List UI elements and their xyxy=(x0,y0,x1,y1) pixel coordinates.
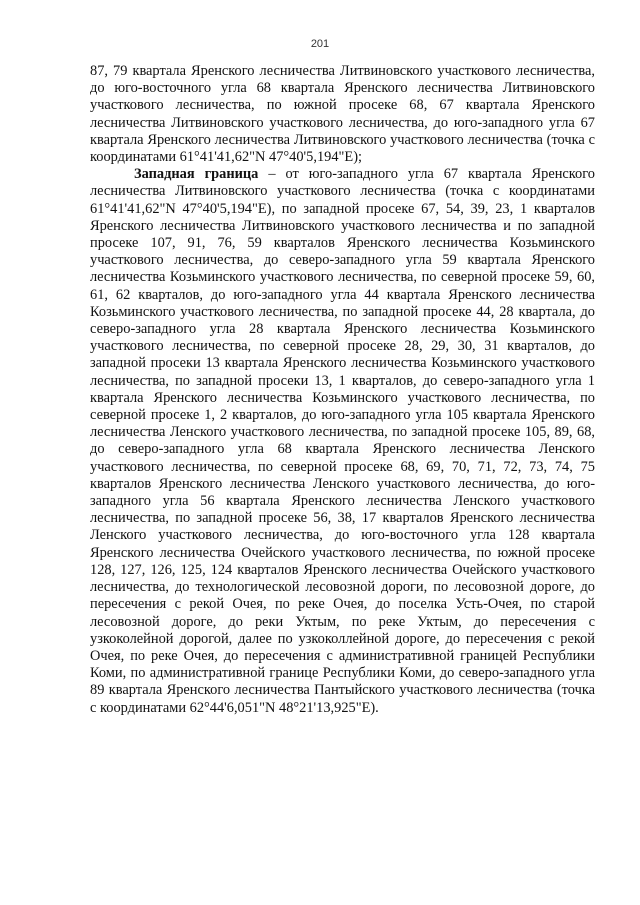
document-body xyxy=(90,63,595,717)
section-term: Западная граница xyxy=(134,166,259,183)
paragraph-western-boundary xyxy=(90,166,595,717)
paragraph-text: 87, 79 квартала Яренского лесничества Литвиновского участкового лесничества, до юго-восточного угла 68 квартала Яренского лесничества Литвиновского участкового лесничества, по южной просеке 68, 67 квартала Яренского лесничества Литвиновского участкового лесничества, до юго-западного угла 67 квартала Яренского лесничества Литвиновского участкового лесничества (точка с координатами 61°41'41,62"N 47°40'5,194"E); xyxy=(90,63,595,166)
paragraph-text: – от юго-западного угла 67 квартала Яренского лесничества Литвиновского участкового лесничества (точка с координатами 61°41'41,62"N 47°40'5,194"E), по западной просеке 67, 54, 39, 23, 1 кварталов Яренского лесничества Литвиновского участкового лесничества и по западной просеке 107, 91, 76, 59 кварталов Яренского лесничества Козьминского участкового лесничества, до северо-западного угла 59 квартала Яренского лесничества Козьминского участкового лесничества, по северной просеке 59, 60, 61, 62 кварталов, до юго-западного угла 44 квартала Яренского лесничества Козьминского участкового лесничества, по западной просеке 44, 28 квартала, до северо-западного угла 28 квартала Яренского лесничества Козьминского участкового лесничества, по северной просеке 28, 29, 30, 31 кварталов, до западной просеки 13 квартала Яренского лесничества Козьминского участкового лесничества, по западной просеки 13, 1 кварталов, до северо-западного угла 1 квартала Яренского лесничества Козьминского участкового лесничества, по северной просеке 1, 2 кварталов, до юго-западного угла 105 квартала Яренского лесничества Ленского участкового лесничества, по западной просеке 105, 89, 68, до северо-западного угла 68 квартала Яренского лесничества Ленского участкового лесничества, по северной просеке 68, 69, 70, 71, 72, 73, 74, 75 кварталов Яренского лесничества Ленского участкового лесничества, до юго-западного угла 56 квартала Яренского лесничества Ленского участкового лесничества, по западной просеке 56, 38, 17 кварталов Яренского лесничества Ленского участкового лесничества, до юго-восточного угла 128 квартала Яренского лесничества Очейского участкового лесничества, по южной просеке 128, 127, 126, 125, 124 кварталов Яренского лесничества Очейского участкового лесничества, до технологической лесовозной дороги, по лесовозной дороге, до пересечения с рекой Очея, по реке Очея, до поселка Усть-Очея, по старой лесовозной дороге, до реки Уктым, по реке Уктым, до пересечения с узкоколейной дорогой, далее по узкоколлейной дороге, до пересечения с рекой Очея, по реке Очея, до пересечения с административной границей Республики Коми, по административной границе Республики Коми, до северо-западного угла 89 квартала Яренского лесничества Пантыйского участкового лесничества (точка с координатами 62°44'6,051"N 48°21'13,925"E). xyxy=(90,166,595,716)
page-number: 201 xyxy=(310,38,330,50)
paragraph-continuation xyxy=(90,63,595,166)
